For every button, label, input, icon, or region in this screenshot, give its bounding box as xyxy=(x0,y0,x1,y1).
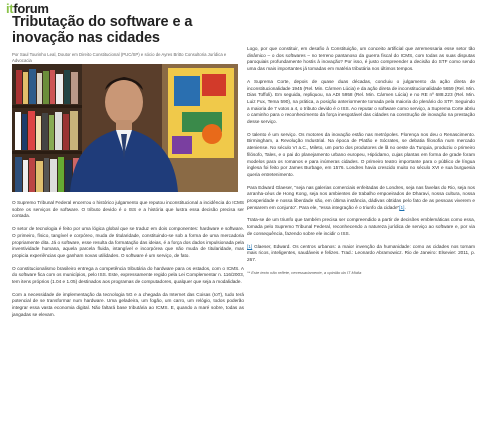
paragraph-with-citation xyxy=(247,185,475,212)
author-photo xyxy=(12,64,238,192)
footnote-text: Glaeser, Edward. Os centros urbanos: a maior invenção da humanidade: como as cidades nos tornam mais ricos, inteligentes, saudáveis e felizes. Trad.: Leonardo Abramowicz. Rio de Janeiro: Elsevier: 2011, p. 267. xyxy=(247,243,475,262)
paragraph: O constitucionalismo brasileiro entrega a competência tributária do hardware para os estados, com o ICMS. A do software fica com os municípios, pelo ISS. Este, expressamente regido pela Lei Complementar n. 116/2003, tem itens próprios (1.04 e 1.05) destinados aos programas de computadores, qualquer que seja a modalidade. xyxy=(12,265,244,285)
footnote xyxy=(247,244,475,264)
footnote-backlink[interactable]: [1] xyxy=(247,243,253,249)
paragraph: Logo, por que constituir, em desafio à Constituição, um conceito artificial que arremessaria esse setor tão dinâmico – o dos softwares – no terreno pantanoso da guerra fiscal do ICMS, com todas as suas disputas paroquiais profundamente hostis à inovação? Por isso, é justo compreender a decisão do STF como sendo uma das mais importantes já tomadas em matéria tributária nos últimos tempos. xyxy=(247,46,475,72)
article-body-right xyxy=(247,46,475,281)
paragraph: O Supremo Tribunal Federal encerrou o histórico julgamento que reputou inconstitucional a incidência do ICMS sobre os serviços de software. O tributo devido é o ISS e a história que lustra essa decisão precisa ser contada. xyxy=(12,200,244,219)
quote-end: . xyxy=(404,204,406,210)
footnote-link[interactable]: [1] xyxy=(399,204,405,210)
article-byline: Por Saul Tourinho Leal, Doutor em Direito Constitucional (PUC/SP) e sócio de Ayres Britto Consultoria Jurídica e Advocacia xyxy=(12,52,227,63)
article-title: Tributação do software e a inovação nas cidades xyxy=(12,14,193,46)
paragraph: Trata-se de um triunfo que também precisa ser compreendido a partir de decisões emblemáticas como essa, tomada pelo Supremo Tribunal Federal, reconhecendo a natureza jurídica de serviço ao software e, por via de consequência, fazendo sobre ele incidir o ISS. xyxy=(247,217,475,236)
paragraph: A Suprema Corte, depois de quase duas décadas, concluiu o julgamento da ação direta de inconstitucionalidade 1945 (Rel. Min. Cármen Lúcia) e da ação direta de inconstitucionalidade 5659 (Rel. Min. Dias Toffoli). Em seguida, repliquou, na ADI 5958 (Rel. Min. Cármen Lúcia) e no RE nº 688.223 (Rel. Min. Luiz Fux, Tema 590), na prática, a posição anteriormente tomada pela maioria do plenário do STF. Seguindo a maioria de 7 votos a 4, o tributo devido é o ISS. Ao reputar o software como serviço, a Suprema Corte abriu o caminho para o reconhecimento da força inesgotável das cidades na construção de inovação na prestação desse serviço. xyxy=(247,78,475,125)
paragraph: O talento é um serviço. Os motores da inovação estão nas metrópoles. Florença nos deu o Renascimento. Birmingham, a Revolução Industrial. Na época de Platão e Sócrates, se debatia filosofia num mercado ateniense. No século VI a.C., Mileto, um porto dos produtores de lã no oeste da Turquia, produziu o primeiro filósofo, Tales, e o pai do planejamento urbano europeu, Hipódamo, cujas plantas em forma de grade foram modelos para os romanos e para inúmeras cidades. O primeiro teatro importante para o público de língua inglesa foi feito por James Burbage, em 1576. Londres havia crescido muito no século XVI e sua burguesia queria entretenimento. xyxy=(247,131,475,177)
quote-text: Para Edward Glaeser, "seja nas galerias comerciais enfeitadas de Londres, seja nas favelas do Rio, seja nos arranha-céus de Hong Kong, seja nos ambientes de trabalho empoeirados de Dharavi, nossa cultura, nossa prosperidade e nossa liberdade são, em última instância, dádivas obtidas pelo fato de as pessoas viverem e pensarem em conjunto". Para ele, "essa integração é o triunfo da cidade" xyxy=(247,184,475,210)
logo-it: it xyxy=(6,1,14,16)
article-body-left xyxy=(12,200,244,325)
disclaimer: ** Este texto não reflete, necessariamente, a opinião da IT Mídia xyxy=(247,269,362,275)
logo-forum: forum xyxy=(13,1,49,16)
paragraph: Com a necessidade de implementação da tecnologia 5G e a chegada da Internet das Coisas (IoT), tudo terá potencial de se transformar num hardware. Uma geladeira, um fogão, um carro, um relógio, todos poderão integrar essa vasta economia digital. Não faltará base tributária ao ICMS. E, quando a maré sobre, todas as jangadas se elevam. xyxy=(12,291,244,317)
paragraph: O setor de tecnologia é feito por uma lógica global que se traduz em dois componentes: hardware e software. O primeiro, físico, tangível e corpóreo, muda de titularidade, constituindo-se sob a forma de uma mercadoria propriamente dita. Já o software, esse resulta da formatação das ideias, é a força dos dados impulsionada pela inventividade humana, aquela parcela fluida, intangível e incorpórea que não muda de titularidade, mas propicia experiências que ganham novas utilidades. O software é um serviço, de fato. xyxy=(12,226,244,258)
